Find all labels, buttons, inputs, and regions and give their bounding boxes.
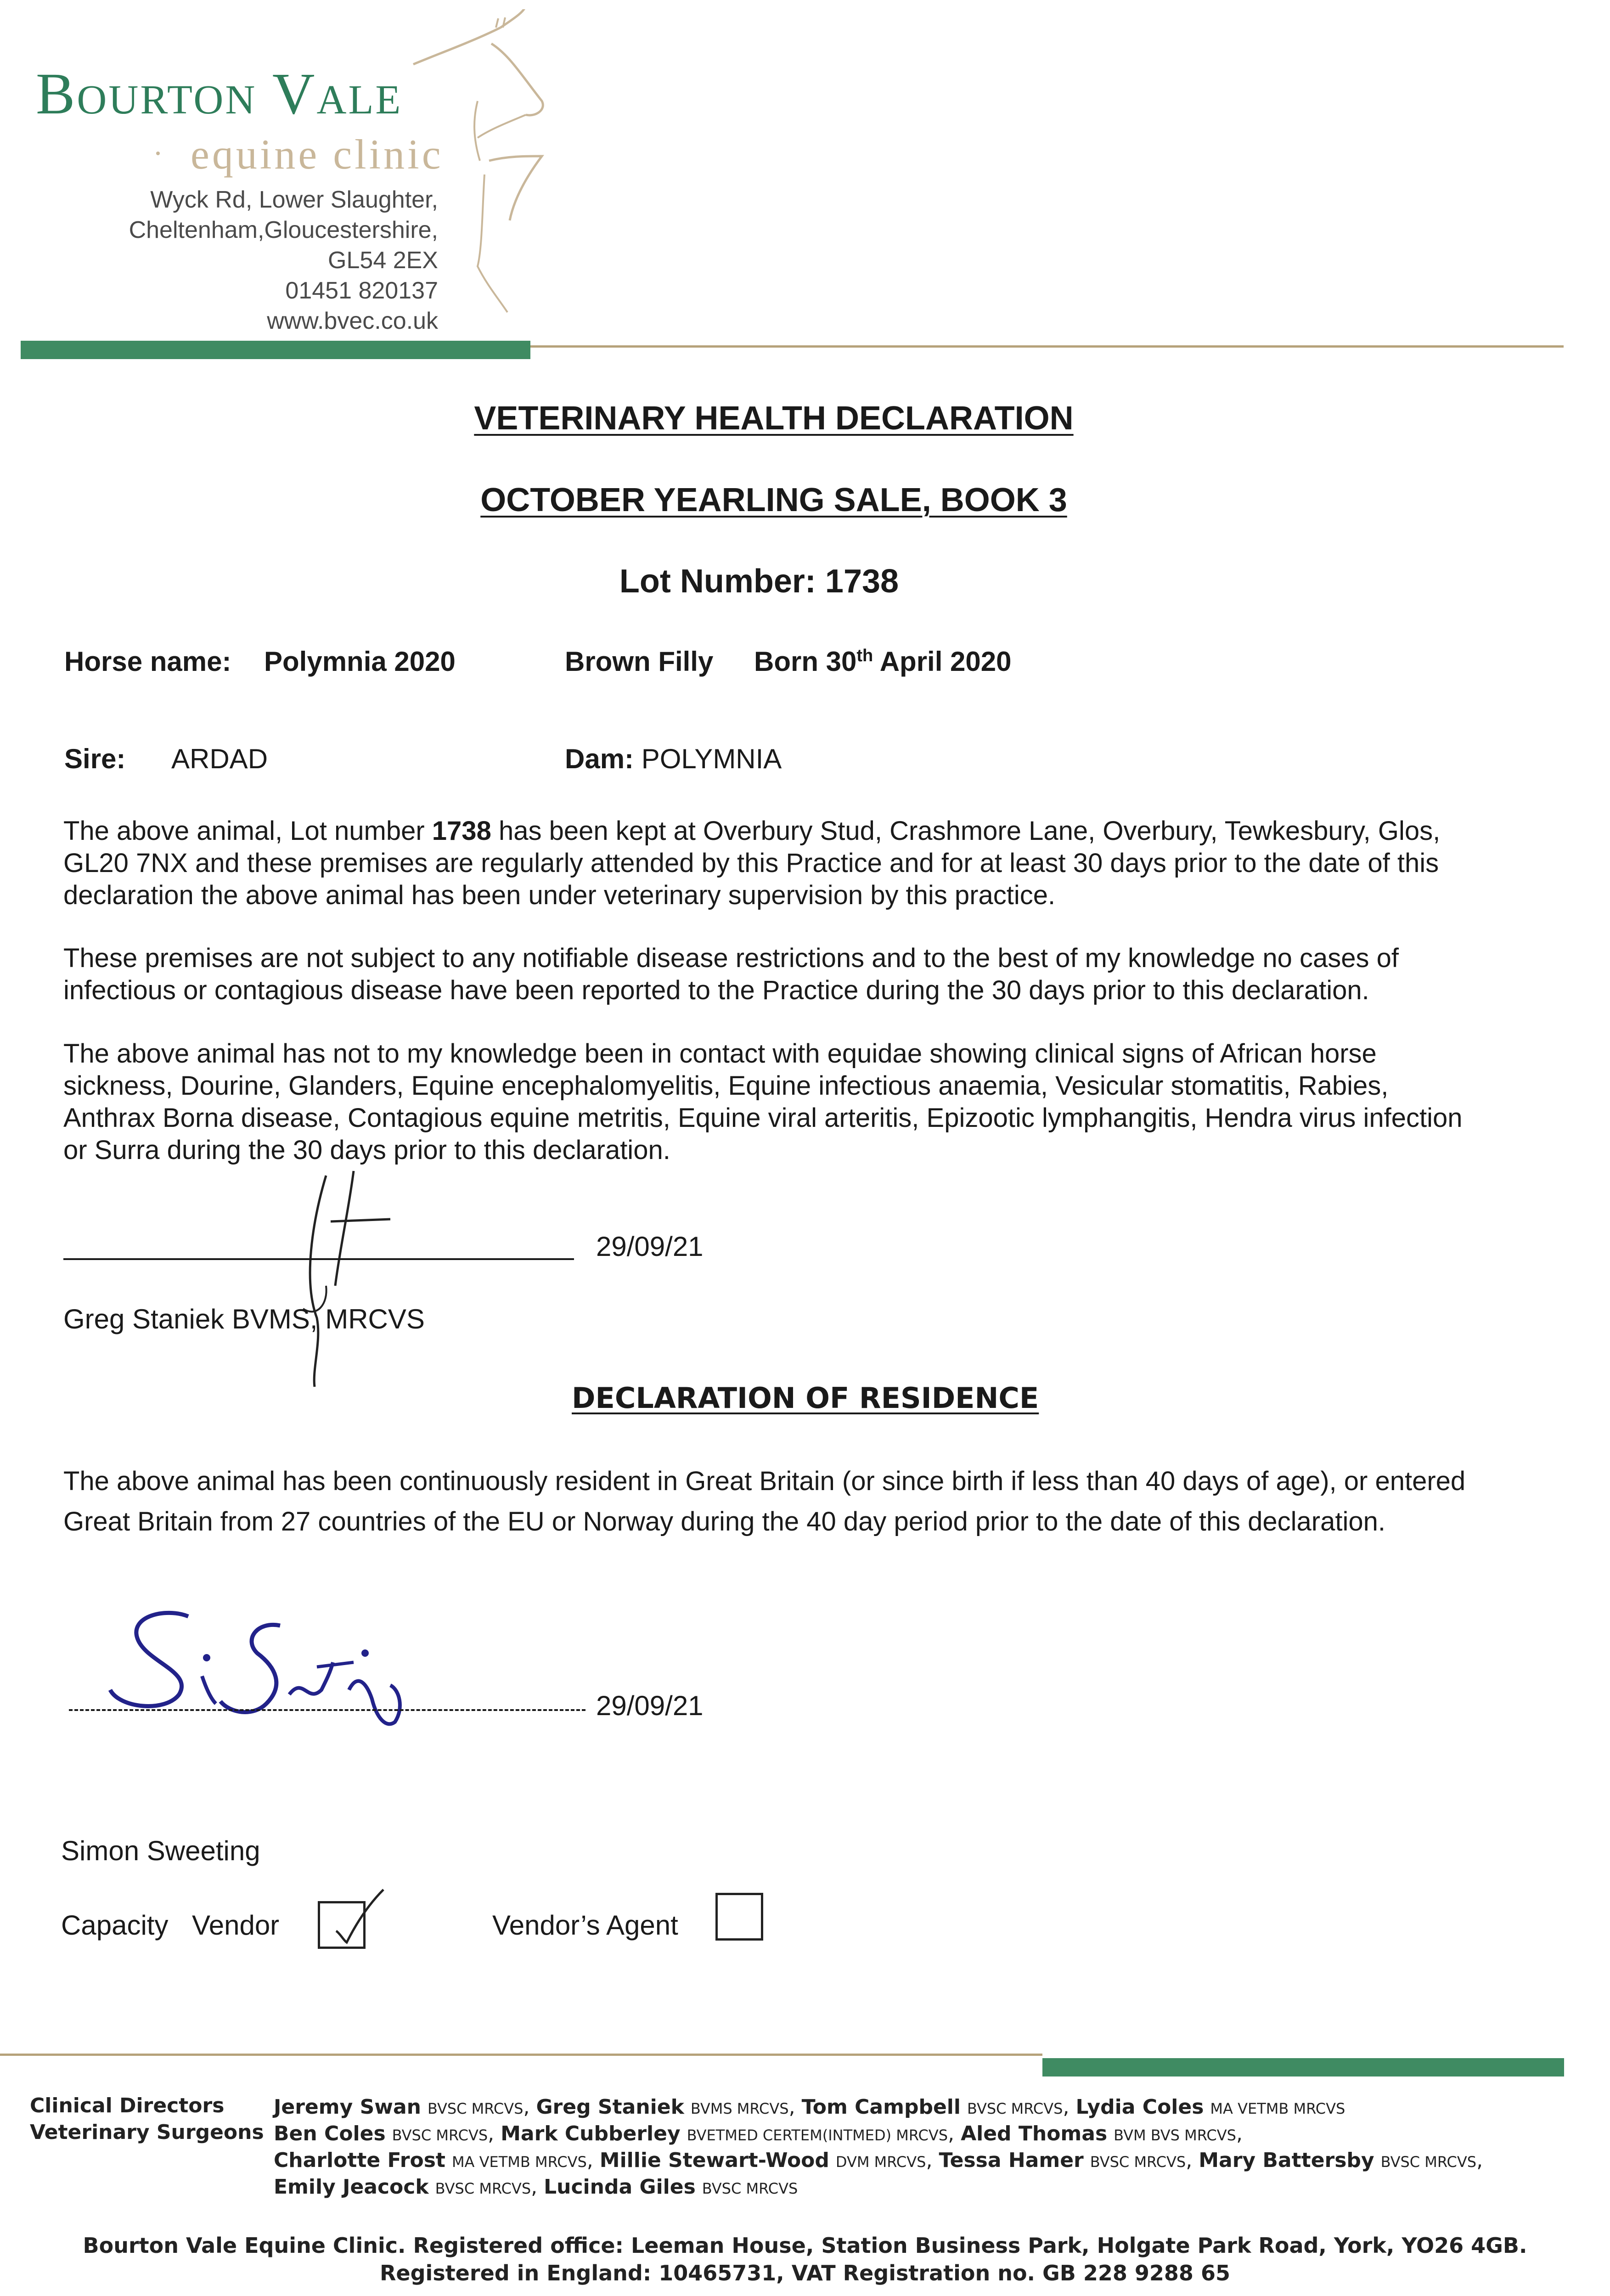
vendor-signature-date: 29/09/21 bbox=[596, 1690, 704, 1721]
p1-lot: 1738 bbox=[432, 816, 491, 846]
clinic-phone: 01451 820137 bbox=[285, 277, 438, 304]
dam-value: POLYMNIA bbox=[641, 743, 782, 774]
vet-signature-icon bbox=[285, 1166, 413, 1396]
horse-name: Polymnia 2020 bbox=[264, 646, 456, 677]
staff-quals: BVSC MRCVS bbox=[967, 2100, 1063, 2117]
staff-quals: MA VETMB MRCVS bbox=[1210, 2100, 1345, 2117]
staff-name: Aled Thomas bbox=[961, 2122, 1108, 2145]
p1-text-b: has been kept at Overbury Stud, Crashmore Lane, Overbury, Tewkesbury, Glos, GL20 7NX and these premises are regularly attended by this Practice and for at least 30 days prior to the date of this declaration the above animal has been under veterinary supervision by this practice. bbox=[63, 816, 1441, 910]
staff-name: Greg Staniek bbox=[536, 2095, 684, 2119]
staff-quals: BVSC MRCVS bbox=[1380, 2153, 1477, 2171]
paragraph-premises bbox=[63, 815, 1482, 912]
footer-green-bar bbox=[1042, 2058, 1564, 2077]
registered-office: Bourton Vale Equine Clinic. Registered office: Leeman House, Station Business Park, Holgate Park Road, York, YO26 4GB. bbox=[83, 2233, 1527, 2258]
staff-name: Jeremy Swan bbox=[274, 2095, 421, 2119]
staff-line-4: Emily Jeacock BVSC MRCVS, Lucinda Giles BVSC MRCVS bbox=[274, 2175, 798, 2199]
address-line: GL54 2EX bbox=[328, 247, 438, 274]
lot-number bbox=[0, 563, 1564, 600]
company-registration: Registered in England: 10465731, VAT Registration no. GB 228 9288 65 bbox=[380, 2261, 1230, 2285]
born-suffix-sup: th bbox=[856, 646, 873, 665]
residence-title: DECLARATION OF RESIDENCE bbox=[572, 1381, 1039, 1415]
address-line: Wyck Rd, Lower Slaughter, bbox=[150, 186, 438, 213]
checkmark-icon bbox=[321, 1887, 390, 1956]
staff-quals: BVSC MRCVS bbox=[1090, 2153, 1186, 2171]
lot-label: Lot Number: bbox=[619, 563, 816, 600]
capacity-label: Capacity bbox=[61, 1910, 169, 1941]
vendor-signature-icon bbox=[92, 1598, 459, 1736]
horse-description: Brown Filly bbox=[565, 646, 714, 677]
header-green-bar bbox=[21, 341, 530, 359]
staff-quals: MA VETMB MRCVS bbox=[451, 2153, 587, 2171]
brand-name: Bourton Vale bbox=[36, 61, 403, 126]
staff-name: Mark Cubberley bbox=[501, 2122, 681, 2145]
p2-text: These premises are not subject to any notifiable disease restrictions and to the best of my knowledge no cases of infectious or contagious disease have been reported to the Practice during the 30 days prior to this declaration. bbox=[63, 943, 1399, 1005]
staff-name: Emily Jeacock bbox=[274, 2175, 429, 2199]
residence-text: The above animal has been continuously resident in Great Britain (or since birth if less than 40 days of age), or entered Great Britain from 27 countries of the EU or Norway during the 40 day period prior to the date of this declaration. bbox=[63, 1466, 1466, 1536]
clinic-website: www.bvec.co.uk bbox=[267, 308, 438, 334]
staff-name: Tom Campbell bbox=[801, 2095, 961, 2119]
option-agent-label: Vendor’s Agent bbox=[492, 1910, 678, 1941]
born-date: April 2020 bbox=[873, 646, 1012, 677]
vet-signature-line bbox=[63, 1258, 574, 1260]
vet-name: Greg Staniek BVMS, MRCVS bbox=[63, 1304, 425, 1334]
staff-name: Millie Stewart-Wood bbox=[599, 2149, 829, 2172]
brand-dot bbox=[156, 152, 160, 155]
clinic-address bbox=[129, 185, 438, 336]
sire-value: ARDAD bbox=[171, 743, 268, 774]
p1-text-a: The above animal, Lot number bbox=[63, 816, 432, 846]
staff-quals: BVSC MRCVS bbox=[702, 2180, 798, 2197]
sire-label: Sire: bbox=[64, 743, 126, 774]
staff-name: Lydia Coles bbox=[1075, 2095, 1204, 2119]
staff-name: Tessa Hamer bbox=[939, 2149, 1084, 2172]
horse-born bbox=[754, 646, 1012, 677]
p3-text: The above animal has not to my knowledge been in contact with equidae showing clinical signs of African horse sickness, Dourine, Glanders, Equine encephalomyelitis, Equine infectious anaemia, Vesicular stomatitis, Rabies, Anthrax Borna disease, Contagious equine metritis, Equine viral arteritis, Epizootic lymphangitis, Hendra virus infection or Surra during the 30 days prior to this declaration. bbox=[63, 1039, 1463, 1165]
option-vendor-label: Vendor bbox=[192, 1910, 280, 1941]
staff-quals: BVSC MRCVS bbox=[435, 2180, 531, 2197]
dam-label: Dam: bbox=[565, 743, 634, 774]
staff-line-3: Charlotte Frost MA VETMB MRCVS, Millie Stewart-Wood DVM MRCVS, Tessa Hamer BVSC MRCVS, Mary Battersby BVSC MRCVS, bbox=[274, 2149, 1483, 2172]
address-line: Cheltenham,Gloucestershire, bbox=[129, 217, 438, 243]
staff-name: Ben Coles bbox=[274, 2122, 386, 2145]
staff-name: Mary Battersby bbox=[1199, 2149, 1374, 2172]
vendor-name: Simon Sweeting bbox=[61, 1835, 260, 1866]
document-title: VETERINARY HEALTH DECLARATION bbox=[474, 400, 1074, 437]
sale-title: OCTOBER YEARLING SALE, BOOK 3 bbox=[480, 482, 1067, 518]
dam bbox=[565, 743, 782, 775]
staff-quals: BVM BVS MRCVS bbox=[1114, 2127, 1236, 2144]
staff-quals: BVSC MRCVS bbox=[427, 2100, 524, 2117]
staff-line-2: Ben Coles BVSC MRCVS, Mark Cubberley BVETMED CERTEM(INTMED) MRCVS, Aled Thomas BVM BVS MRCVS, bbox=[274, 2122, 1243, 2145]
footer-rule bbox=[0, 2054, 1042, 2056]
vet-signature-date: 29/09/21 bbox=[596, 1231, 704, 1262]
staff-line-1: Jeremy Swan BVSC MRCVS, Greg Staniek BVMS MRCVS, Tom Campbell BVSC MRCVS, Lydia Coles MA VETMB MRCVS bbox=[274, 2095, 1345, 2119]
clinical-directors-label: Clinical Directors bbox=[30, 2094, 225, 2117]
header-rule bbox=[530, 345, 1564, 348]
paragraph-contact bbox=[63, 1038, 1482, 1166]
born-prefix: Born 30 bbox=[754, 646, 857, 677]
lot-value: 1738 bbox=[825, 563, 899, 600]
horse-name-label: Horse name: bbox=[64, 646, 231, 677]
agent-checkbox[interactable] bbox=[715, 1893, 763, 1941]
staff-quals: BVMS MRCVS bbox=[690, 2100, 789, 2117]
staff-name: Charlotte Frost bbox=[274, 2149, 445, 2172]
veterinary-surgeons-label: Veterinary Surgeons bbox=[30, 2121, 264, 2144]
staff-quals: BVETMED CERTEM(INTMED) MRCVS bbox=[687, 2127, 948, 2144]
vendor-signature-line bbox=[69, 1709, 585, 1711]
brand-subtitle: equine clinic bbox=[191, 131, 444, 178]
staff-name: Lucinda Giles bbox=[544, 2175, 696, 2199]
staff-quals: DVM MRCVS bbox=[835, 2153, 926, 2171]
staff-quals: BVSC MRCVS bbox=[392, 2127, 488, 2144]
paragraph-restrictions bbox=[63, 942, 1482, 1007]
